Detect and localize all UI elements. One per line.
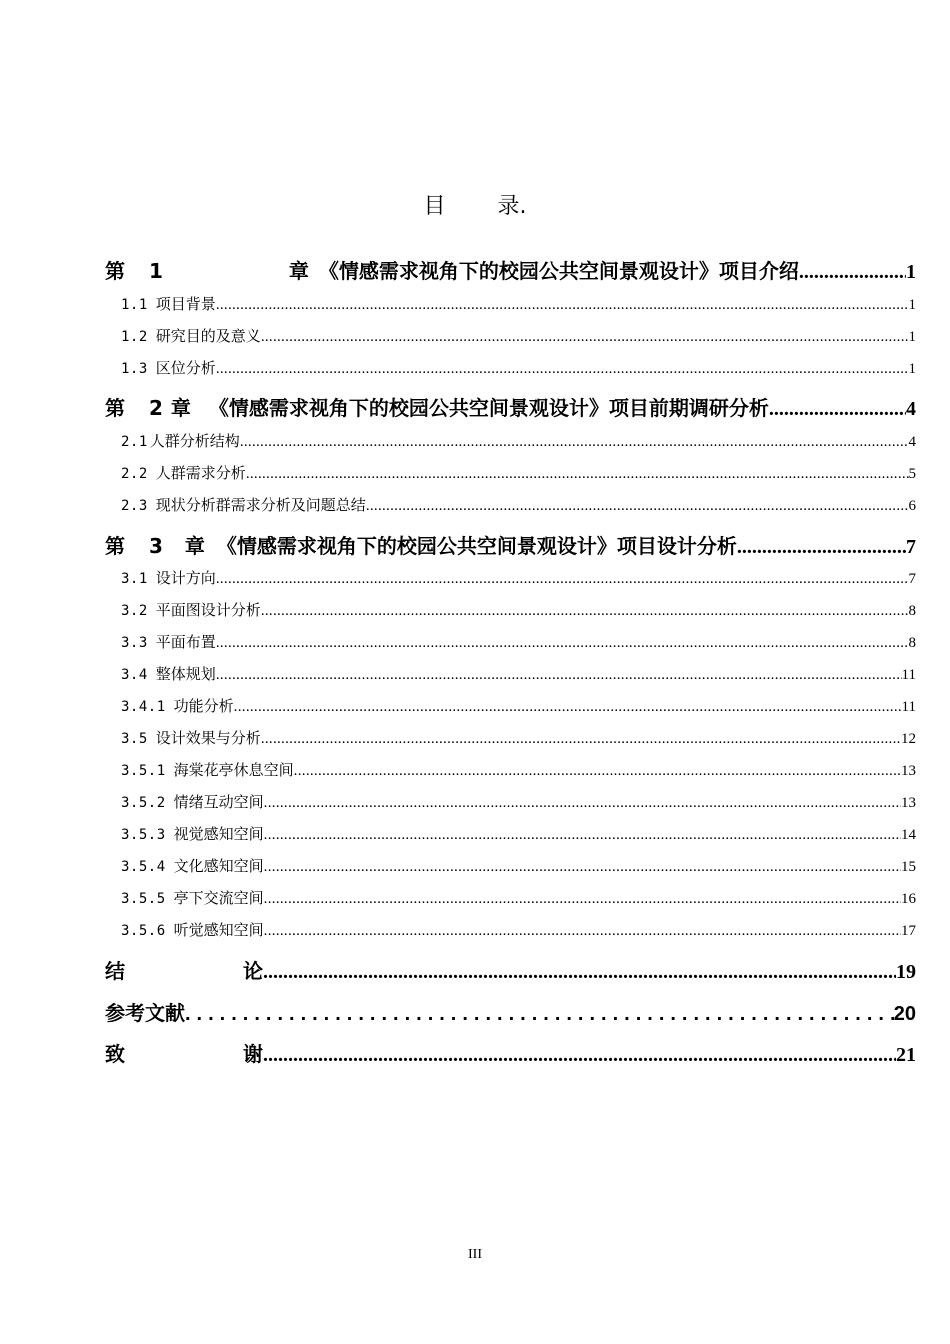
chapter-title: 《情感需求视角下的校园公共空间景观设计》项目前期调研分析: [208, 396, 769, 420]
toc-section-1-1[interactable]: [121, 293, 916, 315]
toc-section-1-2[interactable]: [121, 325, 916, 347]
section-title: 听觉感知空间: [173, 921, 264, 939]
section-page: 5: [908, 466, 916, 482]
section-number: 1.1: [121, 297, 148, 313]
toc-leader: [769, 398, 906, 421]
chapter-number: 3: [149, 534, 163, 558]
toc-leader: [216, 297, 909, 314]
chapter-label-prefix: 第: [105, 396, 125, 420]
section-page: 12: [901, 731, 916, 747]
section-page: 8: [908, 603, 916, 619]
toc-section-3-1[interactable]: [121, 567, 916, 589]
section-page: 6: [908, 498, 916, 514]
section-title: 整体规划: [155, 665, 216, 683]
toc-leader: [264, 891, 901, 908]
section-title: 区位分析: [155, 359, 216, 377]
section-page: 1: [908, 329, 916, 345]
section-number: 3.4: [121, 667, 148, 683]
section-title: 人群需求分析: [155, 464, 246, 482]
chapter-title: 《情感需求视角下的校园公共空间景观设计》项目介绍: [318, 259, 799, 283]
toc-leader: [263, 1044, 896, 1067]
toc-leader: [185, 1003, 894, 1026]
section-number: 3.2: [121, 603, 148, 619]
section-number: 3.4.1: [121, 699, 166, 715]
toc-leader: [264, 859, 901, 876]
section-number: 3.3: [121, 635, 148, 651]
toc-section-2-2[interactable]: [121, 462, 916, 484]
section-page: 16: [901, 891, 916, 907]
toc-leader: [799, 261, 906, 284]
toc-acknowledgements[interactable]: [105, 1038, 916, 1066]
toc-leader: [261, 603, 909, 620]
toc-leader: [240, 434, 909, 451]
toc-chapter-3[interactable]: [105, 530, 916, 558]
chapter-page: 7: [906, 536, 916, 558]
toc-leader: [264, 923, 901, 940]
toc-section-3-2[interactable]: [121, 599, 916, 621]
section-title: 海棠花亭休息空间: [173, 761, 294, 779]
toc-section-3-5-6[interactable]: [121, 919, 916, 941]
toc-chapter-1[interactable]: [105, 255, 916, 283]
section-number: 2.2: [121, 466, 148, 482]
section-number: 3.1: [121, 571, 148, 587]
toc-leader: [234, 699, 902, 716]
section-page: 17: [901, 923, 916, 939]
section-title: 设计效果与分析: [155, 729, 261, 747]
toc-leader: [216, 571, 909, 588]
toc-section-3-5-5[interactable]: [121, 887, 916, 909]
toc-leader: [264, 827, 901, 844]
chapter-label-suffix: 章: [184, 534, 205, 558]
section-page: 13: [901, 795, 916, 811]
toc-references[interactable]: [105, 997, 916, 1025]
endmatter-a: 致: [105, 1042, 125, 1066]
toc-section-3-5-4[interactable]: [121, 855, 916, 877]
section-page: 11: [901, 699, 916, 715]
chapter-title: 《情感需求视角下的校园公共空间景观设计》项目设计分析: [216, 534, 737, 558]
endmatter-page: 21: [896, 1044, 916, 1066]
chapter-number: 1: [149, 259, 163, 283]
section-title: 功能分析: [173, 697, 234, 715]
toc-title: [0, 189, 950, 220]
endmatter-page: 19: [896, 961, 916, 983]
endmatter-a: 结: [105, 959, 125, 983]
toc-leader: [261, 329, 909, 346]
toc-leader: [216, 635, 909, 652]
section-title: 人群分析结构: [149, 432, 240, 450]
endmatter-a: 参考文献: [105, 1001, 185, 1025]
section-number: 1.2: [121, 329, 148, 345]
toc-section-3-5-2[interactable]: [121, 791, 916, 813]
section-title: 现状分析群需求分析及问题总结: [155, 496, 366, 514]
section-number: 2.1: [121, 434, 148, 450]
toc-title-part1: 目: [423, 194, 446, 219]
toc-leader: [264, 795, 901, 812]
chapter-label-suffix: 章: [170, 396, 191, 420]
toc-leader: [216, 361, 909, 378]
toc-chapter-2[interactable]: [105, 392, 916, 420]
section-number: 3.5.3: [121, 827, 166, 843]
section-title: 项目背景: [155, 295, 216, 313]
section-number: 2.3: [121, 498, 148, 514]
section-title: 设计方向: [155, 569, 216, 587]
section-number: 3.5.4: [121, 859, 166, 875]
section-title: 情绪互动空间: [173, 793, 264, 811]
chapter-label-suffix: 章: [288, 259, 309, 283]
section-title: 文化感知空间: [173, 857, 264, 875]
toc-section-3-5-3[interactable]: [121, 823, 916, 845]
section-number: 3.5: [121, 731, 148, 747]
section-page: 1: [908, 297, 916, 313]
toc-section-3-3[interactable]: [121, 631, 916, 653]
endmatter-b: 谢: [243, 1042, 263, 1066]
section-page: 15: [901, 859, 916, 875]
toc-leader: [246, 466, 909, 483]
section-number: 3.5.5: [121, 891, 166, 907]
page-number-footer: III: [468, 1247, 482, 1262]
toc-section-3-5[interactable]: [121, 727, 916, 749]
section-number: 3.5.2: [121, 795, 166, 811]
toc-leader: [366, 498, 909, 515]
chapter-page: 4: [906, 398, 916, 420]
section-number: 3.5.6: [121, 923, 166, 939]
toc-leader: [294, 763, 901, 780]
section-page: 11: [901, 667, 916, 683]
section-page: 14: [901, 827, 916, 843]
section-number: 1.3: [121, 361, 148, 377]
chapter-page: 1: [906, 261, 916, 283]
section-number: 3.5.1: [121, 763, 166, 779]
toc-section-3-5-1[interactable]: [121, 759, 916, 781]
section-page: 1: [908, 361, 916, 377]
toc-leader: [261, 731, 901, 748]
toc-section-1-3[interactable]: [121, 357, 916, 379]
section-title: 亭下交流空间: [173, 889, 264, 907]
section-title: 平面图设计分析: [155, 601, 261, 619]
toc-section-3-4[interactable]: [121, 663, 916, 685]
section-page: 13: [901, 763, 916, 779]
toc-title-part2: 录.: [497, 194, 527, 219]
section-title: 视觉感知空间: [173, 825, 264, 843]
section-title: 平面布置: [155, 633, 216, 651]
chapter-label-prefix: 第: [105, 259, 125, 283]
toc-section-3-4-1[interactable]: [121, 695, 916, 717]
section-title: 研究目的及意义: [155, 327, 261, 345]
toc-leader: [737, 536, 906, 559]
section-page: 7: [908, 571, 916, 587]
endmatter-b: 论: [243, 959, 263, 983]
section-page: 4: [908, 434, 916, 450]
toc-conclusion[interactable]: [105, 955, 916, 983]
chapter-label-prefix: 第: [105, 534, 125, 558]
toc-leader: [216, 667, 902, 684]
section-page: 8: [908, 635, 916, 651]
toc-leader: [263, 961, 896, 984]
toc-section-2-1[interactable]: [121, 430, 916, 452]
chapter-number: 2: [149, 396, 163, 420]
endmatter-page: 20: [893, 1003, 916, 1025]
toc-section-2-3[interactable]: [121, 494, 916, 516]
